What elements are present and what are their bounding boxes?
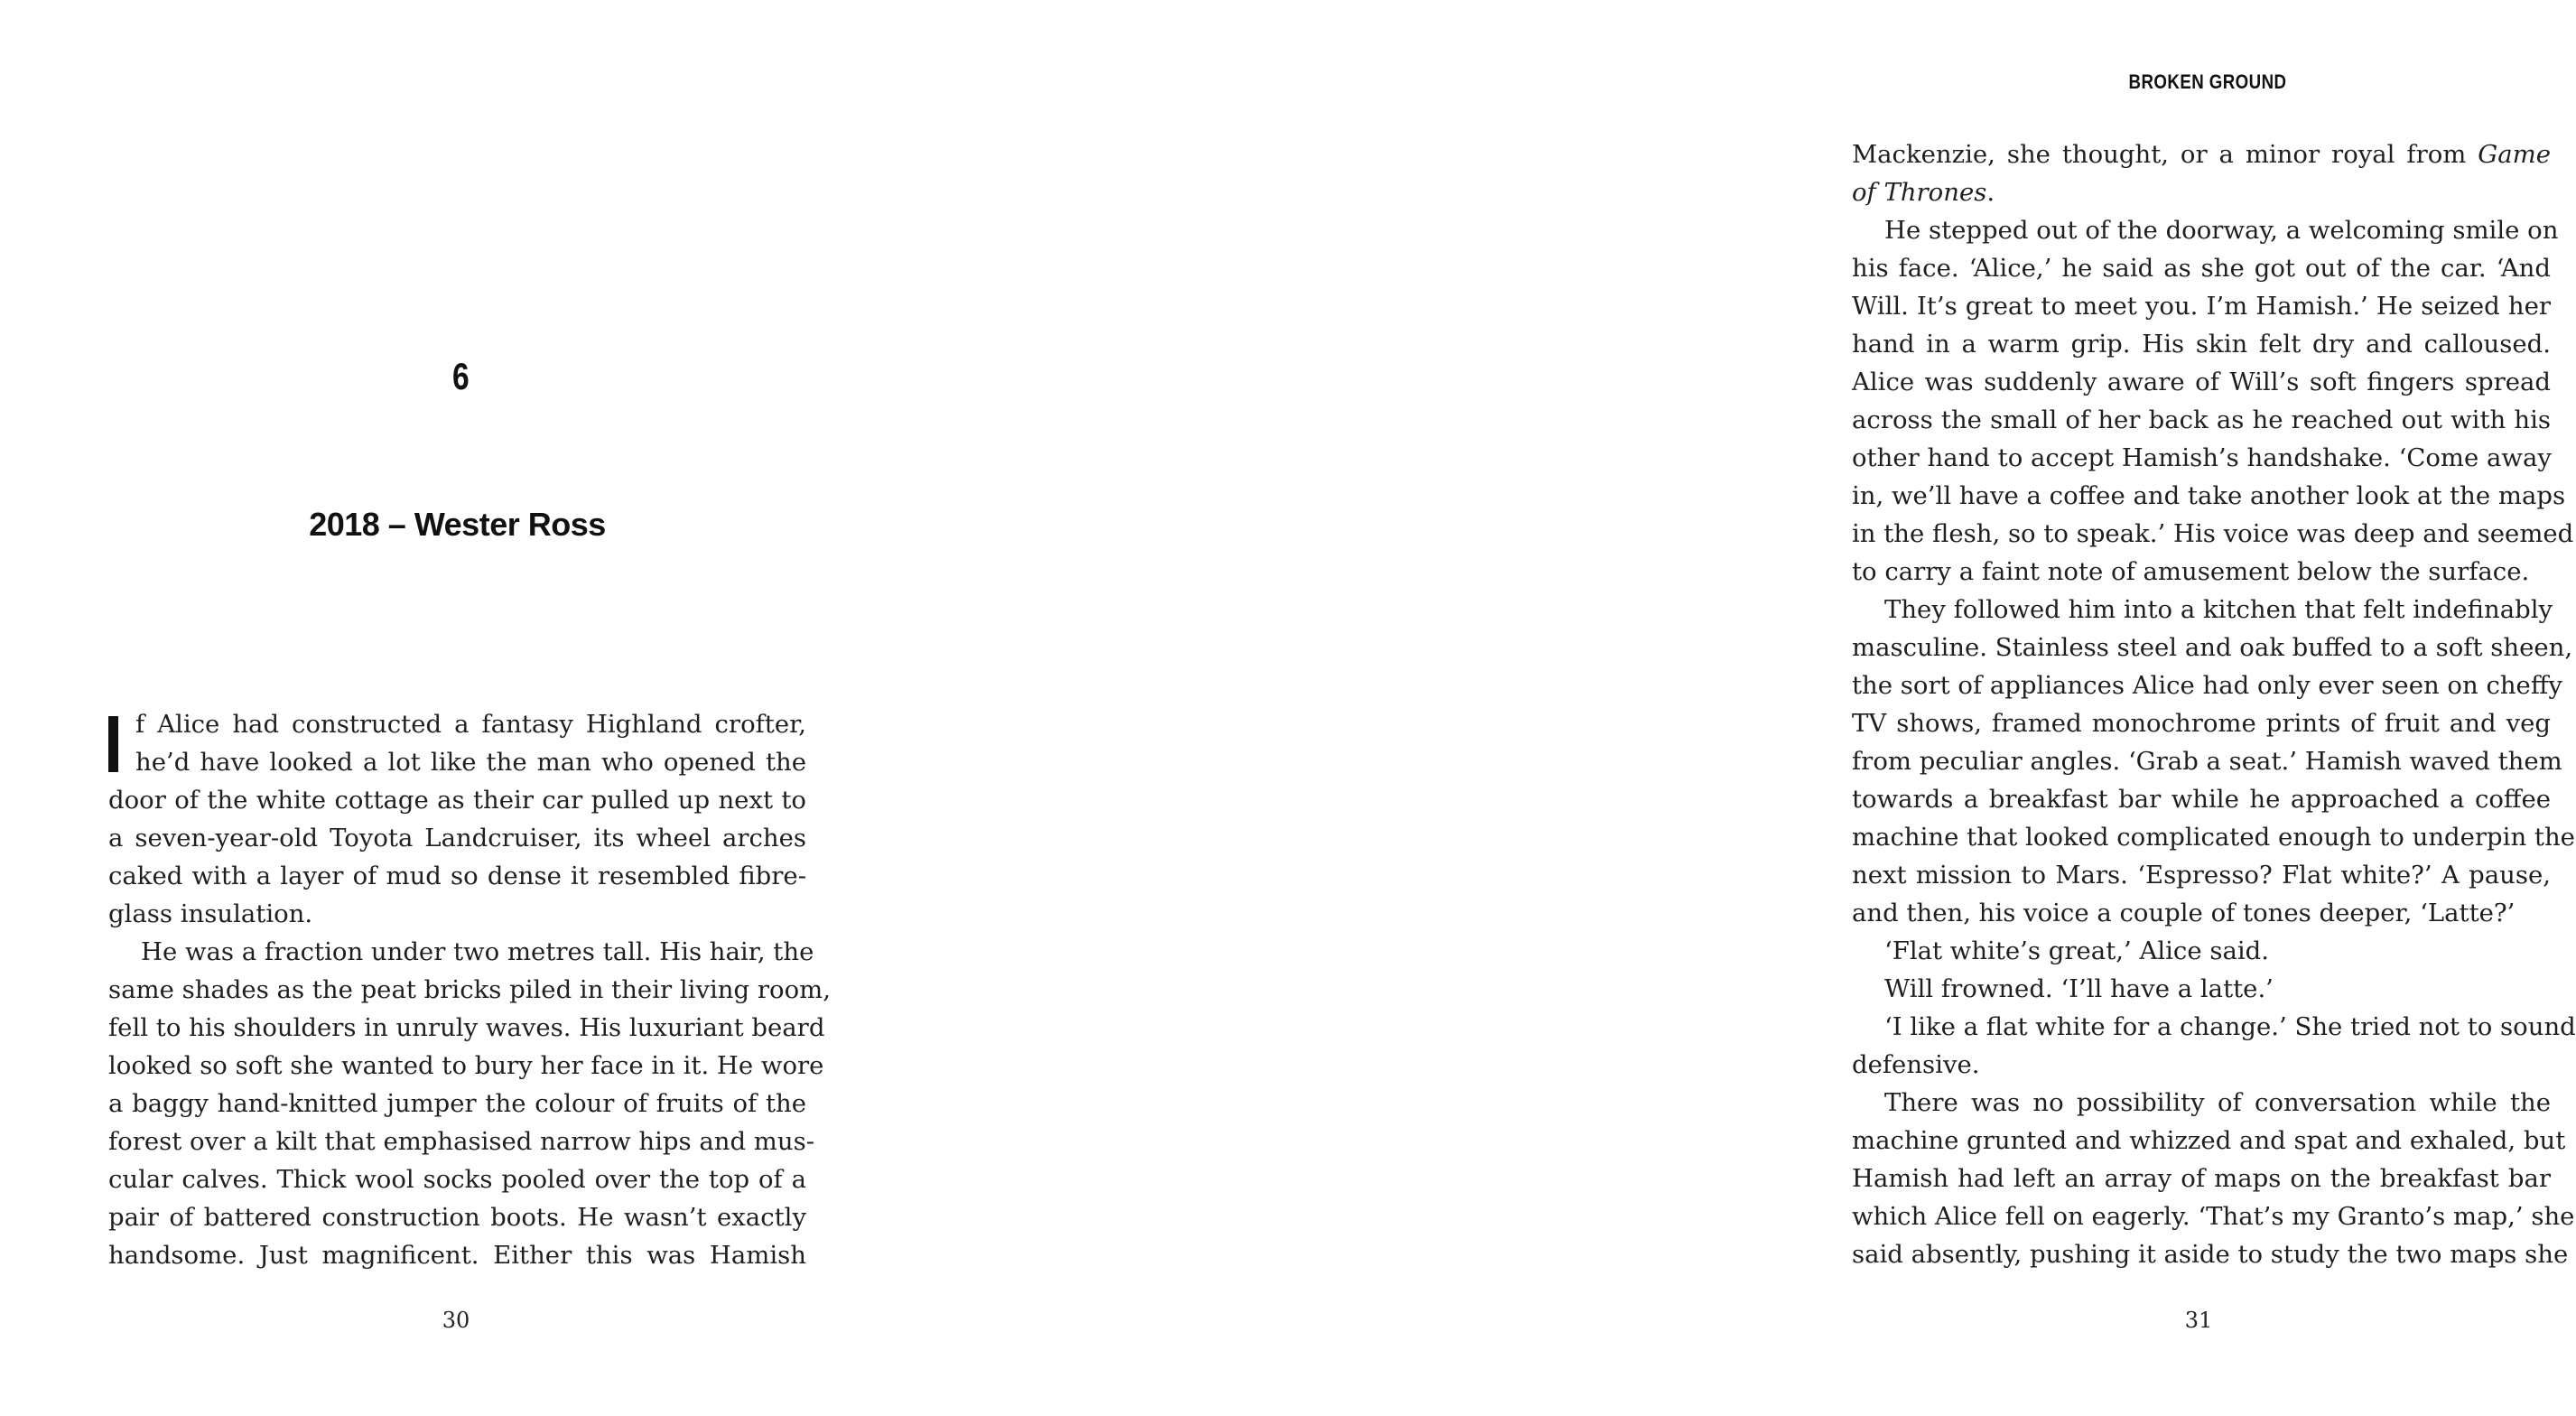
text-line: forest over a kilt that emphasised narrow hips and mus- <box>108 1127 814 1156</box>
text-line: TV shows, framed monochrome prints of fruit and veg <box>1852 709 2551 738</box>
chapter-number: 6 <box>452 355 469 397</box>
text-line: next mission to Mars. ‘Espresso? Flat white?’ A pause, <box>1852 861 2551 890</box>
text-line: There was no possibility of conversation while the <box>1884 1088 2551 1117</box>
text-line: caked with a layer of mud so dense it resembled fibre- <box>108 862 806 890</box>
text-line: They followed him into a kitchen that felt indefinably <box>1884 595 2553 624</box>
text-line: masculine. Stainless steel and oak buffed to a soft sheen, <box>1852 633 2573 662</box>
text-line-part: . <box>1986 178 1995 207</box>
page-number: 31 <box>2184 1308 2213 1333</box>
text-line: looked so soft she wanted to bury her face in it. He wore <box>108 1051 824 1080</box>
text-line: towards a breakfast bar while he approached a coffee <box>1852 785 2551 814</box>
text-line: ‘I like a flat white for a change.’ She tried not to sound <box>1884 1012 2576 1041</box>
right-page <box>880 0 2576 1416</box>
text-line: a seven-year-old Toyota Landcruiser, its wheel arches <box>108 824 806 852</box>
text-line <box>1852 173 2551 211</box>
text-line: in, we’ll have a coffee and take another look at the maps <box>1852 481 2566 510</box>
text-line: said absently, pushing it aside to study the two maps she <box>1852 1240 2569 1269</box>
text-line <box>1852 135 2551 173</box>
text-line: He stepped out of the doorway, a welcoming smile on <box>1884 216 2559 245</box>
left-body-text <box>108 705 831 1274</box>
text-line: Alice was suddenly aware of Will’s soft fingers spread <box>1852 368 2551 396</box>
italic-title-part: Game <box>2478 140 2551 169</box>
text-line: machine grunted and whizzed and spat and exhaled, but <box>1852 1126 2566 1155</box>
text-line: cular calves. Thick wool socks pooled over the top of a <box>108 1165 806 1194</box>
text-line: Hamish had left an array of maps on the breakfast bar <box>1852 1164 2551 1193</box>
italic-title-part: of Thrones <box>1852 178 1987 207</box>
text-line: in the flesh, so to speak.’ His voice was deep and seemed <box>1852 519 2574 548</box>
text-line: machine that looked complicated enough to underpin the <box>1852 823 2575 852</box>
text-line: handsome. Just magnificent. Either this was Hamish <box>108 1241 806 1270</box>
text-line: He was a fraction under two metres tall. His hair, the <box>141 937 814 966</box>
text-line: across the small of her back as he reached out with his <box>1852 405 2551 434</box>
text-line: glass insulation. <box>108 899 313 928</box>
text-line: Will frowned. ‘I’ll have a latte.’ <box>1884 974 2274 1003</box>
text-line: door of the white cottage as their car pulled up next to <box>108 786 806 815</box>
text-line: Will. It’s great to meet you. I’m Hamish.’ He seized her <box>1852 292 2551 321</box>
text-line: f Alice had constructed a fantasy Highland crofter, <box>135 710 806 739</box>
text-line: defensive. <box>1852 1050 1980 1079</box>
text-line: same shades as the peat bricks piled in their living room, <box>108 975 831 1004</box>
page-number: 30 <box>442 1308 470 1333</box>
text-line: to carry a faint note of amusement below the surface. <box>1852 557 2530 586</box>
text-line: which Alice fell on eagerly. ‘That’s my Granto’s map,’ she <box>1852 1202 2575 1231</box>
text-line: other hand to accept Hamish’s handshake. ‘Come away <box>1852 443 2552 472</box>
text-line-part: Mackenzie, she thought, or a minor royal from <box>1852 140 2478 169</box>
running-head: BROKEN GROUND <box>2128 70 2287 93</box>
text-line: ‘Flat white’s great,’ Alice said. <box>1884 936 2269 965</box>
chapter-title: 2018 – Wester Ross <box>309 506 606 543</box>
text-line: hand in a warm grip. His skin felt dry and calloused. <box>1852 330 2551 359</box>
text-line: the sort of appliances Alice had only ever seen on cheffy <box>1852 671 2562 700</box>
text-line: a baggy hand-knitted jumper the colour of fruits of the <box>108 1089 806 1118</box>
right-body-text <box>1852 135 2576 1273</box>
text-line: and then, his voice a couple of tones deeper, ‘Latte?’ <box>1852 899 2516 927</box>
text-line: he’d have looked a lot like the man who opened the <box>135 748 806 777</box>
text-line: his face. ‘Alice,’ he said as she got out of the car. ‘And <box>1852 254 2551 283</box>
text-line: from peculiar angles. ‘Grab a seat.’ Hamish waved them <box>1852 747 2562 776</box>
left-page <box>0 0 880 1416</box>
text-line: pair of battered construction boots. He wasn’t exactly <box>108 1203 806 1232</box>
text-line: fell to his shoulders in unruly waves. His luxuriant beard <box>108 1013 825 1042</box>
